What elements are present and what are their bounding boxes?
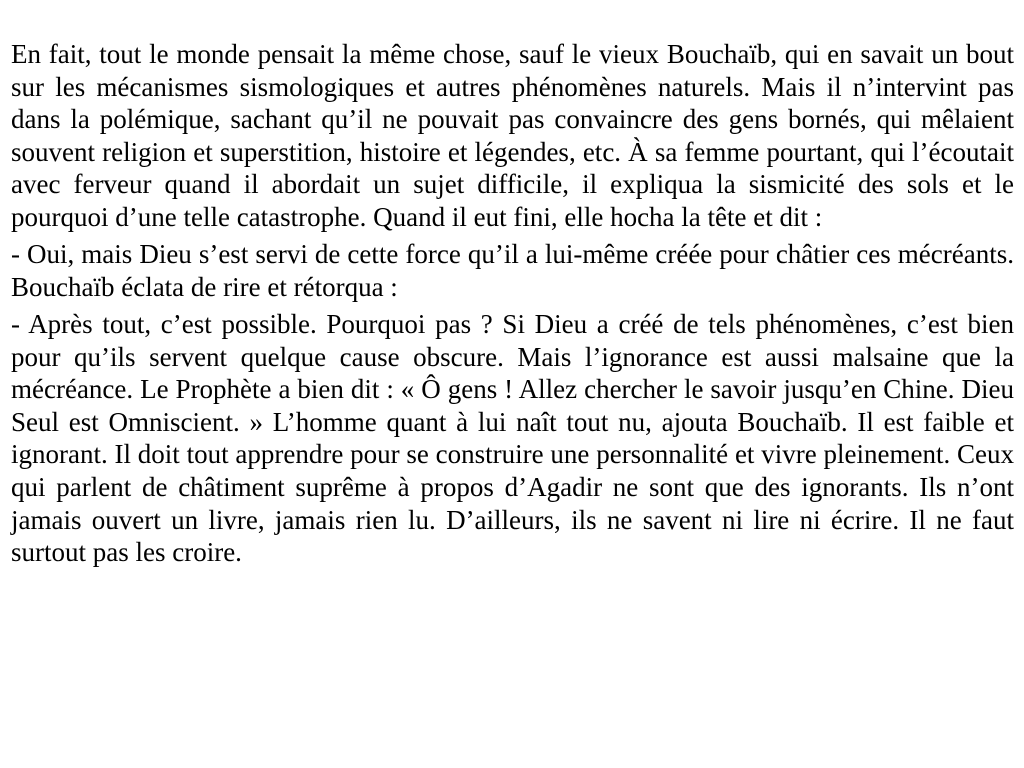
paragraph-narration: En fait, tout le monde pensait la même chose, sauf le vieux Bouchaïb, qui en savait un bout sur les mécanismes sismologiques et autres phénomènes naturels. Mais il n’intervint pas dans la polémique, sachant qu’il ne pouvait pas convaincre des gens bornés, qui mêlaient souvent religion et superstition, histoire et légendes, etc. À sa femme pourtant, qui l’écoutait avec ferveur quand il abordait un sujet difficile, il expliqua la sismicité des sols et le pourquoi d’une telle catastrophe. Quand il eut fini, elle hocha la tête et dit : [11, 39, 1014, 232]
paragraph-dialogue-wife: - Oui, mais Dieu s’est servi de cette force qu’il a lui-même créée pour châtier ces mécréants. Bouchaïb éclata de rire et rétorqua : [11, 239, 1014, 302]
document-page [11, 38, 1014, 573]
paragraph-dialogue-bouchaib: - Après tout, c’est possible. Pourquoi pas ? Si Dieu a créé de tels phénomènes, c’est bien pour qu’ils servent quelque cause obscure. Mais l’ignorance est aussi malsaine que la mécréance. Le Prophète a bien dit : « Ô gens ! Allez chercher le savoir jusqu’en Chine. Dieu Seul est Omniscient. » L’homme quant à lui naît tout nu, ajouta Bouchaïb. Il est faible et ignorant. Il doit tout apprendre pour se construire une personnalité et vivre pleinement. Ceux qui parlent de châtiment suprême à propos d’Agadir ne sont que des ignorants. Ils n’ont jamais ouvert un livre, jamais rien lu. D’ailleurs, ils ne savent ni lire ni écrire. Il ne faut surtout pas les croire. [11, 308, 1014, 568]
